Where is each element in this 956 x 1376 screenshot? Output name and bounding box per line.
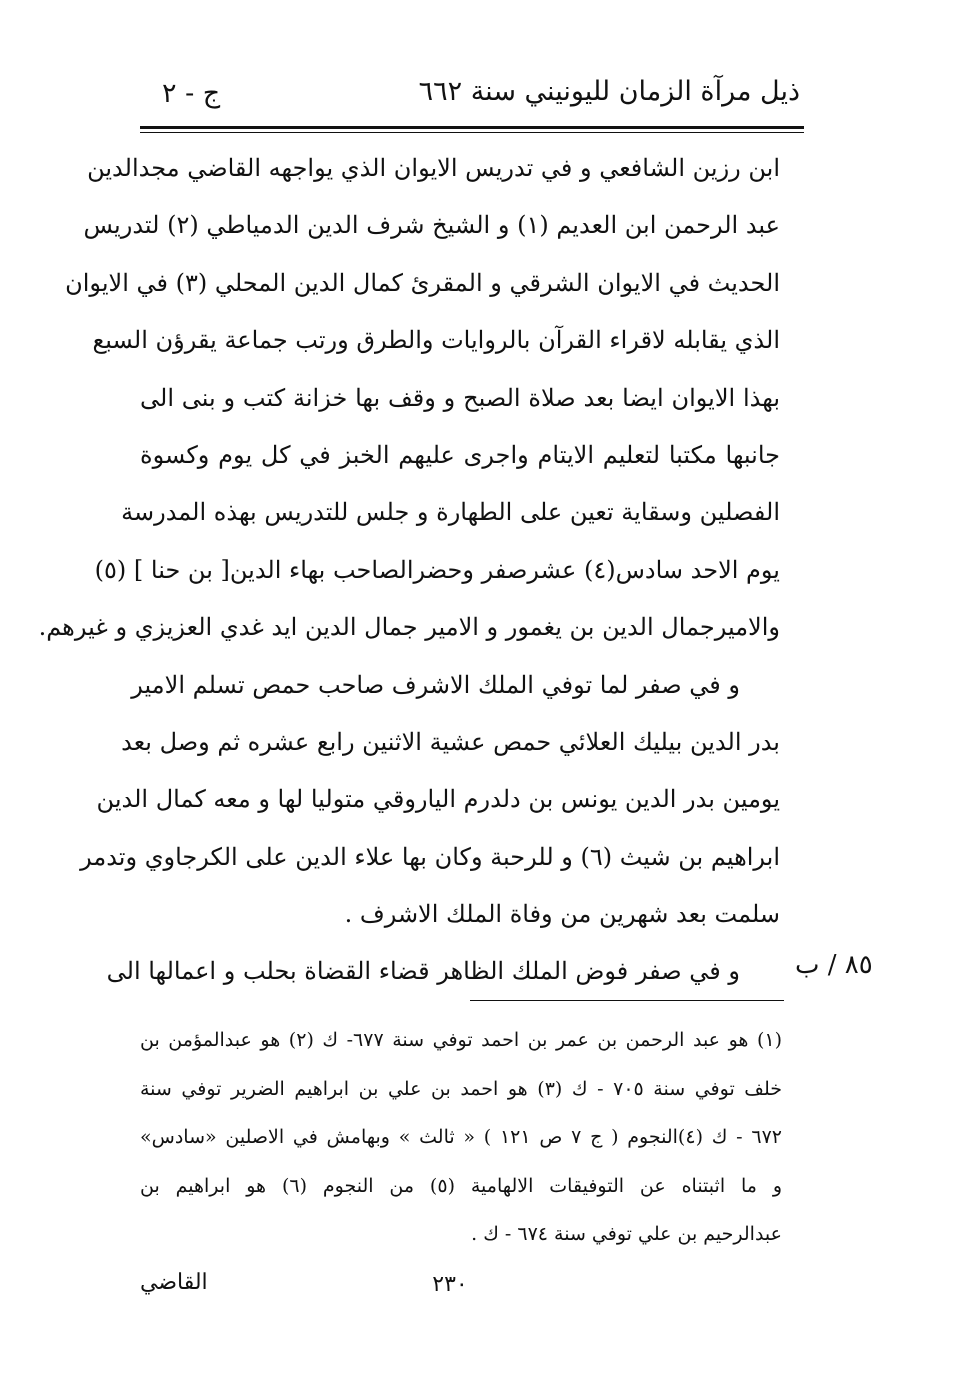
header-title: ذيل مرآة الزمان لليونيني سنة ٦٦٢ — [418, 76, 800, 107]
text-line: و في صفر لما توفي الملك الاشرف صاحب حمص تسلم الامير — [131, 670, 740, 699]
text-line: والاميرجمال الدين بن يغمور و الامير جمال الدين ايد غدي العزيزي و غيرهم. — [38, 613, 780, 642]
text-line: بهذا الايوان ايضا بعد صلاة الصبح و وقف بها خزانة كتب و بنى الى — [140, 383, 780, 412]
header-part-number: ج - ٢ — [162, 78, 221, 109]
footnote-line: (١) هو عبد الرحمن بن عمر بن احمد توفي سنة ٦٧٧- ك (٢) هو عبدالمؤمن بن — [140, 1029, 783, 1051]
margin-folio-note: ٨٥ / ب — [795, 950, 873, 980]
header-rule-thick — [140, 126, 804, 129]
text-line: ابن رزين الشافعي و في تدريس الايوان الذي يواجهه القاضي مجدالدين — [87, 154, 780, 182]
footnotes — [140, 1016, 782, 1259]
text-line: و في صفر فوض الملك الظاهر قضاء القضاة بحلب و اعمالها الى — [106, 957, 740, 986]
text-line: يوم الاحد سادس(٤) عشرصفر وحضرالصاحب بهاء الدين[ بن حنا ] (٥) — [94, 555, 780, 584]
footnote-line: عبدالرحيم بن علي توفي سنة ٦٧٤ - ك . — [471, 1223, 782, 1246]
footnote-line: و ما اثبتناه عن التوفيقات الالهامية (٥) من النجوم (٦) هو ابراهيم بن — [140, 1174, 782, 1197]
footnote-line: ٦٧٢ - ك (٤)النجوم ( ج ٧ ص ١٢١ ) « ثالث » وبهامش في الاصلين «سادس» — [140, 1126, 782, 1149]
footnote-line: خلف توفي سنة ٧٠٥ - ك (٣) هو احمد بن علي بن ابراهيم الضرير توفي سنة — [140, 1077, 782, 1100]
footnote-separator — [470, 1000, 784, 1001]
main-text — [38, 140, 780, 1001]
text-line: يومين بدر الدين يونس بن دلدرم الياروقي متوليا لها و معه كمال الدين — [96, 785, 780, 814]
text-line: جانبها مكتبا لتعليم الايتام واجرى عليهم الخبز في كل يوم وكسوة — [140, 440, 780, 469]
header-rule-thin — [140, 132, 804, 133]
running-header — [140, 66, 800, 126]
text-line: ابراهيم بن شيث (٦) و للرحبة وكان بها علاء الدين على الكرجاوي وتدمر — [80, 842, 780, 871]
text-line: الفصلين وسقاية تعين على الطهارة و جلس للتدريس بهذه المدرسة — [121, 498, 780, 527]
text-line: عبد الرحمن ابن العديم (١) و الشيخ شرف الدين الدمياطي (٢) لتدريس — [83, 211, 780, 240]
catchword: القاضي — [140, 1270, 208, 1295]
text-line: بدر الدين بيليك العلائي حمص عشية الاثنين رابع عشره ثم وصل بعد — [121, 727, 780, 756]
page-number: ٢٣٠ — [432, 1272, 468, 1297]
text-line: سلمت بعد شهرين من وفاة الملك الاشرف . — [344, 900, 780, 929]
text-line: الحديث في الايوان الشرقي و المقرئ كمال الدين المحلي (٣) في الايوان — [65, 268, 780, 297]
text-line: الذي يقابله لاقراء القرآن بالروايات والطرق ورتب جماعة يقرؤن السبع — [92, 326, 780, 355]
